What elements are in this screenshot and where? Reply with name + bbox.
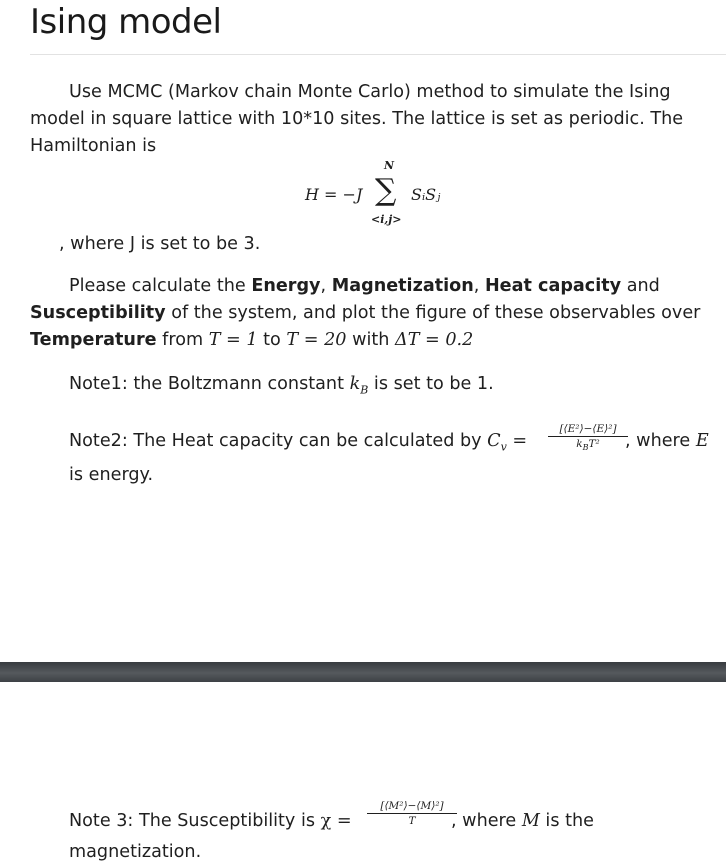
susceptibility-denominator: T (408, 815, 416, 827)
page-title: Ising model (30, 2, 222, 42)
sum-lower-limit: <i,j> (371, 213, 402, 226)
intro-line-3: Hamiltonian is (30, 136, 157, 156)
page-separator (0, 662, 726, 682)
task-line-2: Susceptibility of the system, and plot the figure of these observables over (30, 303, 701, 323)
task-line-1: Please calculate the Energy, Magnetization, Heat capacity and (69, 276, 660, 296)
susceptibility-numerator: [⟨M²⟩−⟨M⟩²] (380, 800, 444, 812)
heat-capacity-denominator: $k_BT^2$ (576, 438, 600, 453)
note3-where: , where M is the (451, 811, 594, 831)
note3-line-1: Note 3: The Susceptibility is χ = (69, 811, 352, 831)
note2-line-1: Note2: The Heat capacity can be calculated by $C_v$ = (69, 431, 528, 454)
hamiltonian-lhs: H = −J (305, 185, 363, 204)
note2-line-2: is energy. (69, 465, 154, 485)
note1: Note1: the Boltzmann constant $k_B$ is set to be 1. (69, 374, 494, 397)
susceptibility-fraction (367, 800, 457, 827)
summation-symbol: ∑ (375, 173, 397, 208)
task-line-3: Temperature from T = 1 to T = 20 with ΔT = 0.2 (30, 330, 474, 350)
title-divider (30, 54, 726, 55)
note2-where: , where E (625, 431, 709, 451)
sum-upper-limit: N (384, 159, 395, 172)
where-j-text: , where J is set to be 3. (59, 234, 261, 254)
intro-line-1: Use MCMC (Markov chain Monte Carlo) method to simulate the Ising (69, 82, 671, 102)
note3-line-2: magnetization. (69, 842, 202, 862)
intro-line-2: model in square lattice with 10*10 sites. The lattice is set as periodic. The (30, 109, 684, 129)
heat-capacity-fraction (548, 423, 628, 452)
heat-capacity-numerator: [⟨E²⟩−⟨E⟩²] (559, 423, 617, 435)
hamiltonian-term: SᵢSⱼ (411, 185, 441, 204)
